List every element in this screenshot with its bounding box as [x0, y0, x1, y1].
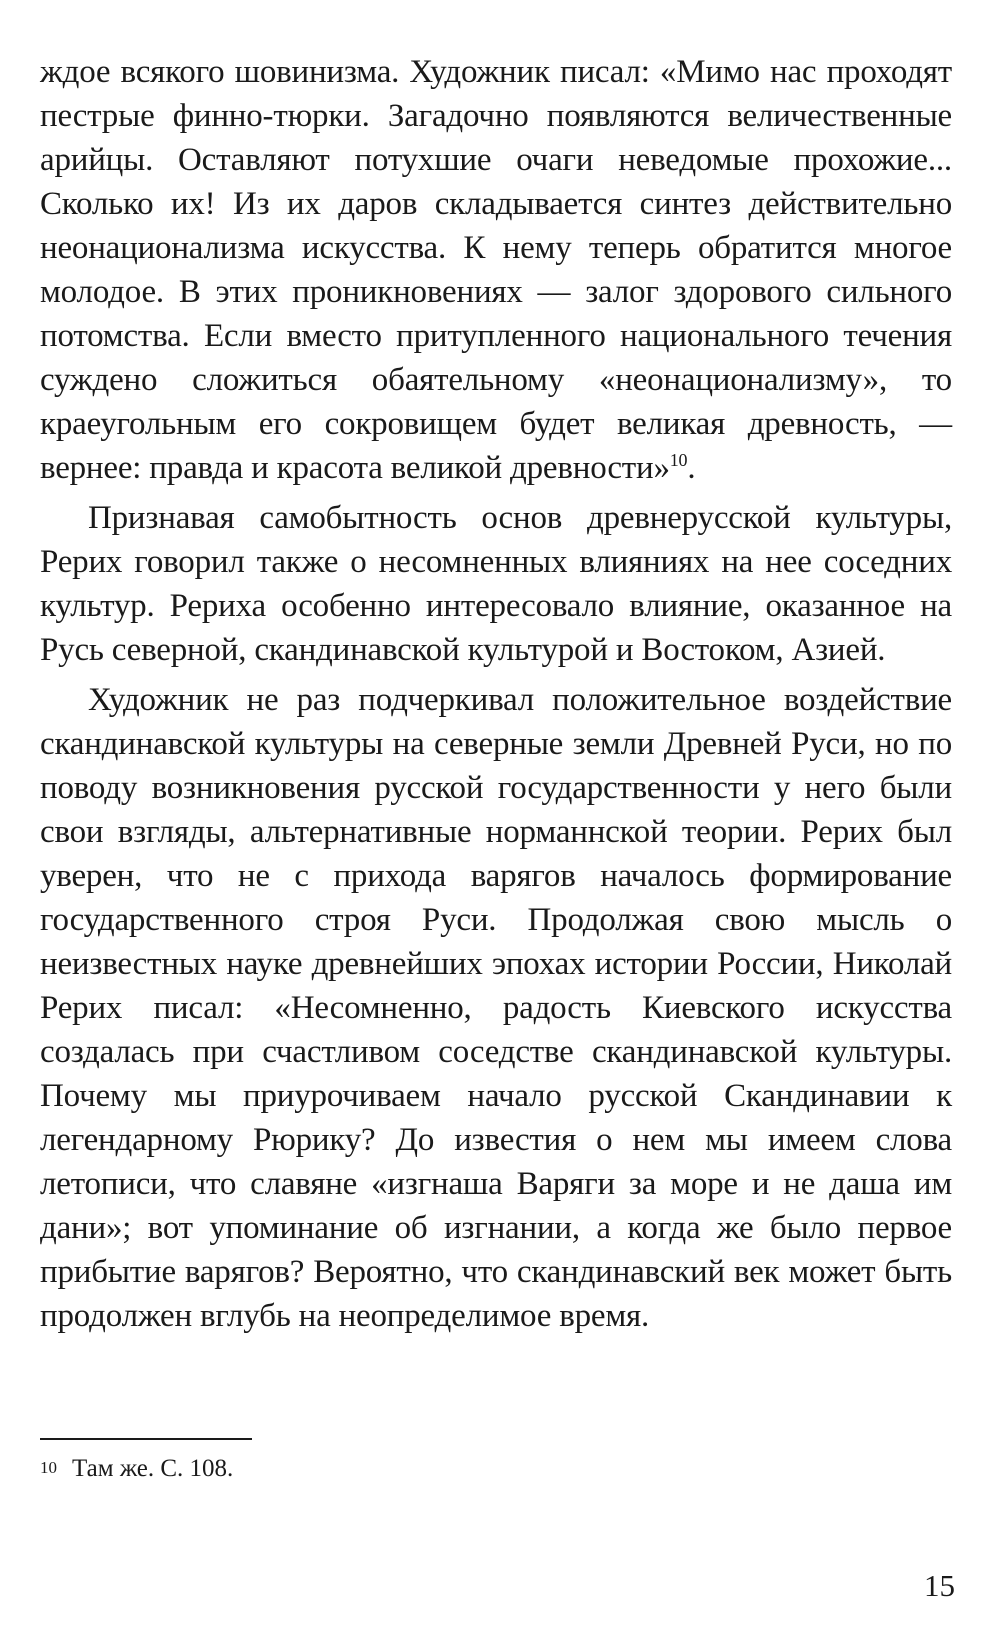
paragraph-1-end: . — [687, 450, 696, 486]
footnote-text: Там же. С. 108. — [72, 1455, 234, 1482]
page-body — [40, 50, 952, 1338]
paragraph-1 — [40, 50, 952, 490]
footnote — [40, 1452, 233, 1485]
paragraph-2: Признавая самобытность основ древнерусской культуры, Рерих говорил также о несомненных влияниях на нее соседних культур. Рериха особенно интересовало влияние, оказанное на Русь северной, скандинавской культурой и Востоком, Азией. — [40, 500, 952, 668]
footnote-divider — [40, 1438, 252, 1440]
page-number: 15 — [924, 1568, 955, 1603]
paragraph-1-text: ждое всякого шовинизма. Художник писал: «Мимо нас проходят пестрые финно-тюрки. Загадочно появляются величественные арийцы. Оставляют потухшие очаги неведомые прохожие... Сколько их! Из их даров складывается синтез действительно неонационализма искусства. К нему теперь обратится многое молодое. В этих проникновениях — залог здорового сильного потомства. Если вместо притупленного национального течения суждено сложиться обаятельному «неонационализму», то краеугольным его сокровищем будет великая древность, — вернее: правда и красота великой древности» — [40, 54, 952, 486]
footnote-number: 10 — [40, 1458, 57, 1477]
paragraph-3: Художник не раз подчеркивал положительное воздействие скандинавской культуры на северные земли Древней Руси, но по поводу возникновения русской государственности у него были свои взгляды, альтернативные норманнской теории. Рерих был уверен, что не с прихода варягов началось формирование государственного строя Руси. Продолжая свою мысль о неизвестных науке древнейших эпохах истории России, Николай Рерих писал: «Несомненно, радость Киевского искусства создалась при счастливом соседстве скандинавской культуры. Почему мы приурочиваем начало русской Скандинавии к легендарному Рюрику? До известия о нем мы имеем слова летописи, что славяне «изгнаша Варяги за море и не даша им дани»; вот упоминание об изгнании, а когда же было первое прибытие варягов? Вероятно, что скандинавский век может быть продолжен вглубь на неопределимое время. — [40, 682, 952, 1334]
footnote-reference[interactable]: 10 — [669, 450, 688, 470]
